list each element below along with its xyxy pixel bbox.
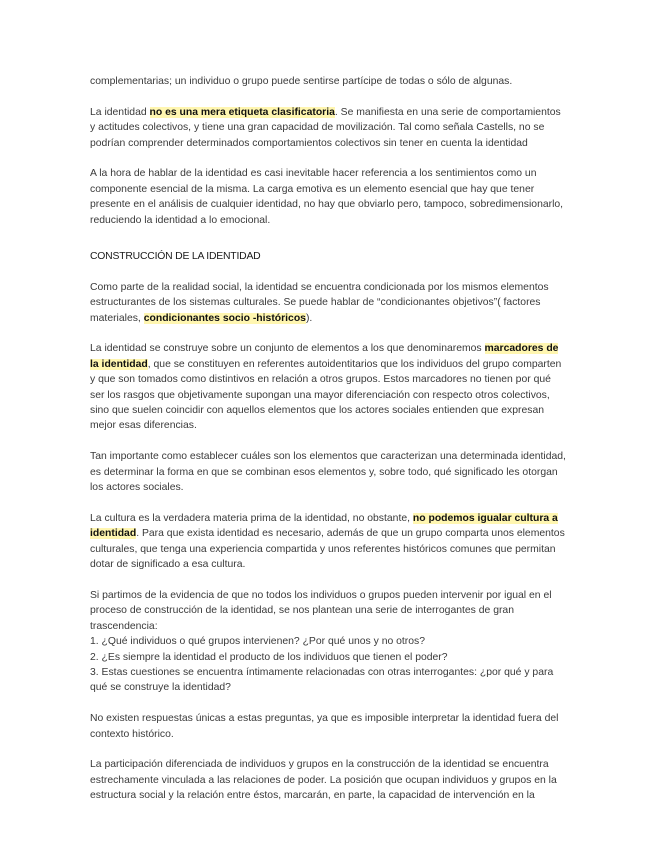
- text-run: La identidad: [90, 106, 150, 118]
- list-item: 2. ¿Es siempre la identidad el producto de los individuos que tienen el poder?: [90, 651, 448, 663]
- section-heading: CONSTRUCCIÓN DE LA IDENTIDAD: [90, 251, 261, 263]
- text-run: . Para que exista identidad es necesario, además de que un grupo comparta unos elementos culturales, que tenga una experiencia compartida y unos referentes históricos comunes que permitan dotar de significado a esa cultura.: [90, 528, 565, 571]
- paragraph-respuestas: No existen respuestas únicas a estas preguntas, ya que es imposible interpretar la identidad fuera del contexto histórico.: [90, 713, 559, 740]
- paragraph-complementarias: complementarias; un individuo o grupo puede sentirse partícipe de todas o sólo de algunas.: [90, 76, 513, 87]
- highlighted-text: condicionantes socio -históricos: [143, 312, 306, 324]
- text-run: Si partimos de la evidencia de que no todos los individuos o grupos pueden intervenir por igual en el proceso de construcción de la identidad, se nos plantean una serie de interrogantes de gran trascendencia:: [90, 589, 552, 632]
- text-run: ).: [305, 312, 313, 324]
- text-run: La cultura es la verdadera materia prima de la identidad, no obstante,: [90, 512, 413, 524]
- text-run: . Se manifiesta en una serie de comportamientos y actitudes colectivos, y tiene una gran capacidad de movilización. Tal como señala Castells, no se podrían comprender determinados comportamientos colectivos sin tener en cuenta la identidad: [90, 106, 561, 149]
- text-run: La identidad se construye sobre un conjunto de elementos a los que denominaremos: [90, 343, 485, 355]
- text-run: Como parte de la realidad social, la identidad se encuentra condicionada por los mismos elementos estructurantes de los sistemas culturales. Se puede hablar de “condicionantes objetivos”( factores materiales,: [90, 281, 549, 324]
- paragraph-sentimientos: A la hora de hablar de la identidad es casi inevitable hacer referencia a los sentimientos como un componente esencial de la misma. La carga emotiva es un elemento esencial que hay que tener presente en el análisis de cualquier identidad, no hay que obviarlo pero, tampoco, sobredimensionarlo, reduciendo la identidad a lo emocional.: [90, 168, 564, 226]
- document-page: [90, 74, 568, 819]
- paragraph-identidad-etiqueta: [90, 105, 568, 151]
- paragraph-marcadores: [90, 341, 568, 433]
- list-item: 3. Estas cuestiones se encuentra íntimamente relacionadas con otras interrogantes: ¿por qué y para qué se construye la identidad?: [90, 666, 554, 694]
- highlighted-text: no podemos igualar cultura a identidad: [90, 512, 558, 540]
- paragraph-cultura: [90, 511, 568, 573]
- paragraph-elementos: Tan importante como establecer cuáles son los elementos que caracterizan una determinada identidad, es determinar la forma en que se combinan esos elementos y, sobre todo, qué significado les otorgan los actores sociales.: [90, 451, 566, 494]
- list-item: 1. ¿Qué individuos o qué grupos intervienen? ¿Por qué unos y no otros?: [90, 636, 426, 648]
- paragraph-condicionantes: [90, 280, 568, 326]
- highlighted-text: no es una mera etiqueta clasificatoria: [149, 106, 335, 118]
- paragraph-poder: La participación diferenciada de individuos y grupos en la construcción de la identidad se encuentra estrechamente vinculada a las relaciones de poder. La posición que ocupan individuos y grupos en la estructura social y la relación entre éstos, marcarán, en parte, la capacidad de intervención en la: [90, 759, 557, 802]
- text-run: , que se constituyen en referentes autoidentitarios que los individuos del grupo comparten y que son tomados como distintivos en relación a otros grupos. Estos marcadores no tienen por qué ser los rasgos que objetivamente supongan una mayor diferenciación con respecto otros colectivos, sino que suelen coincidir con aquellos elementos que los actores sociales entienden que expresan mejor esas diferencias.: [90, 358, 562, 432]
- paragraph-interrogantes: [90, 588, 568, 696]
- highlighted-text: marcadores de la identidad: [90, 343, 559, 370]
